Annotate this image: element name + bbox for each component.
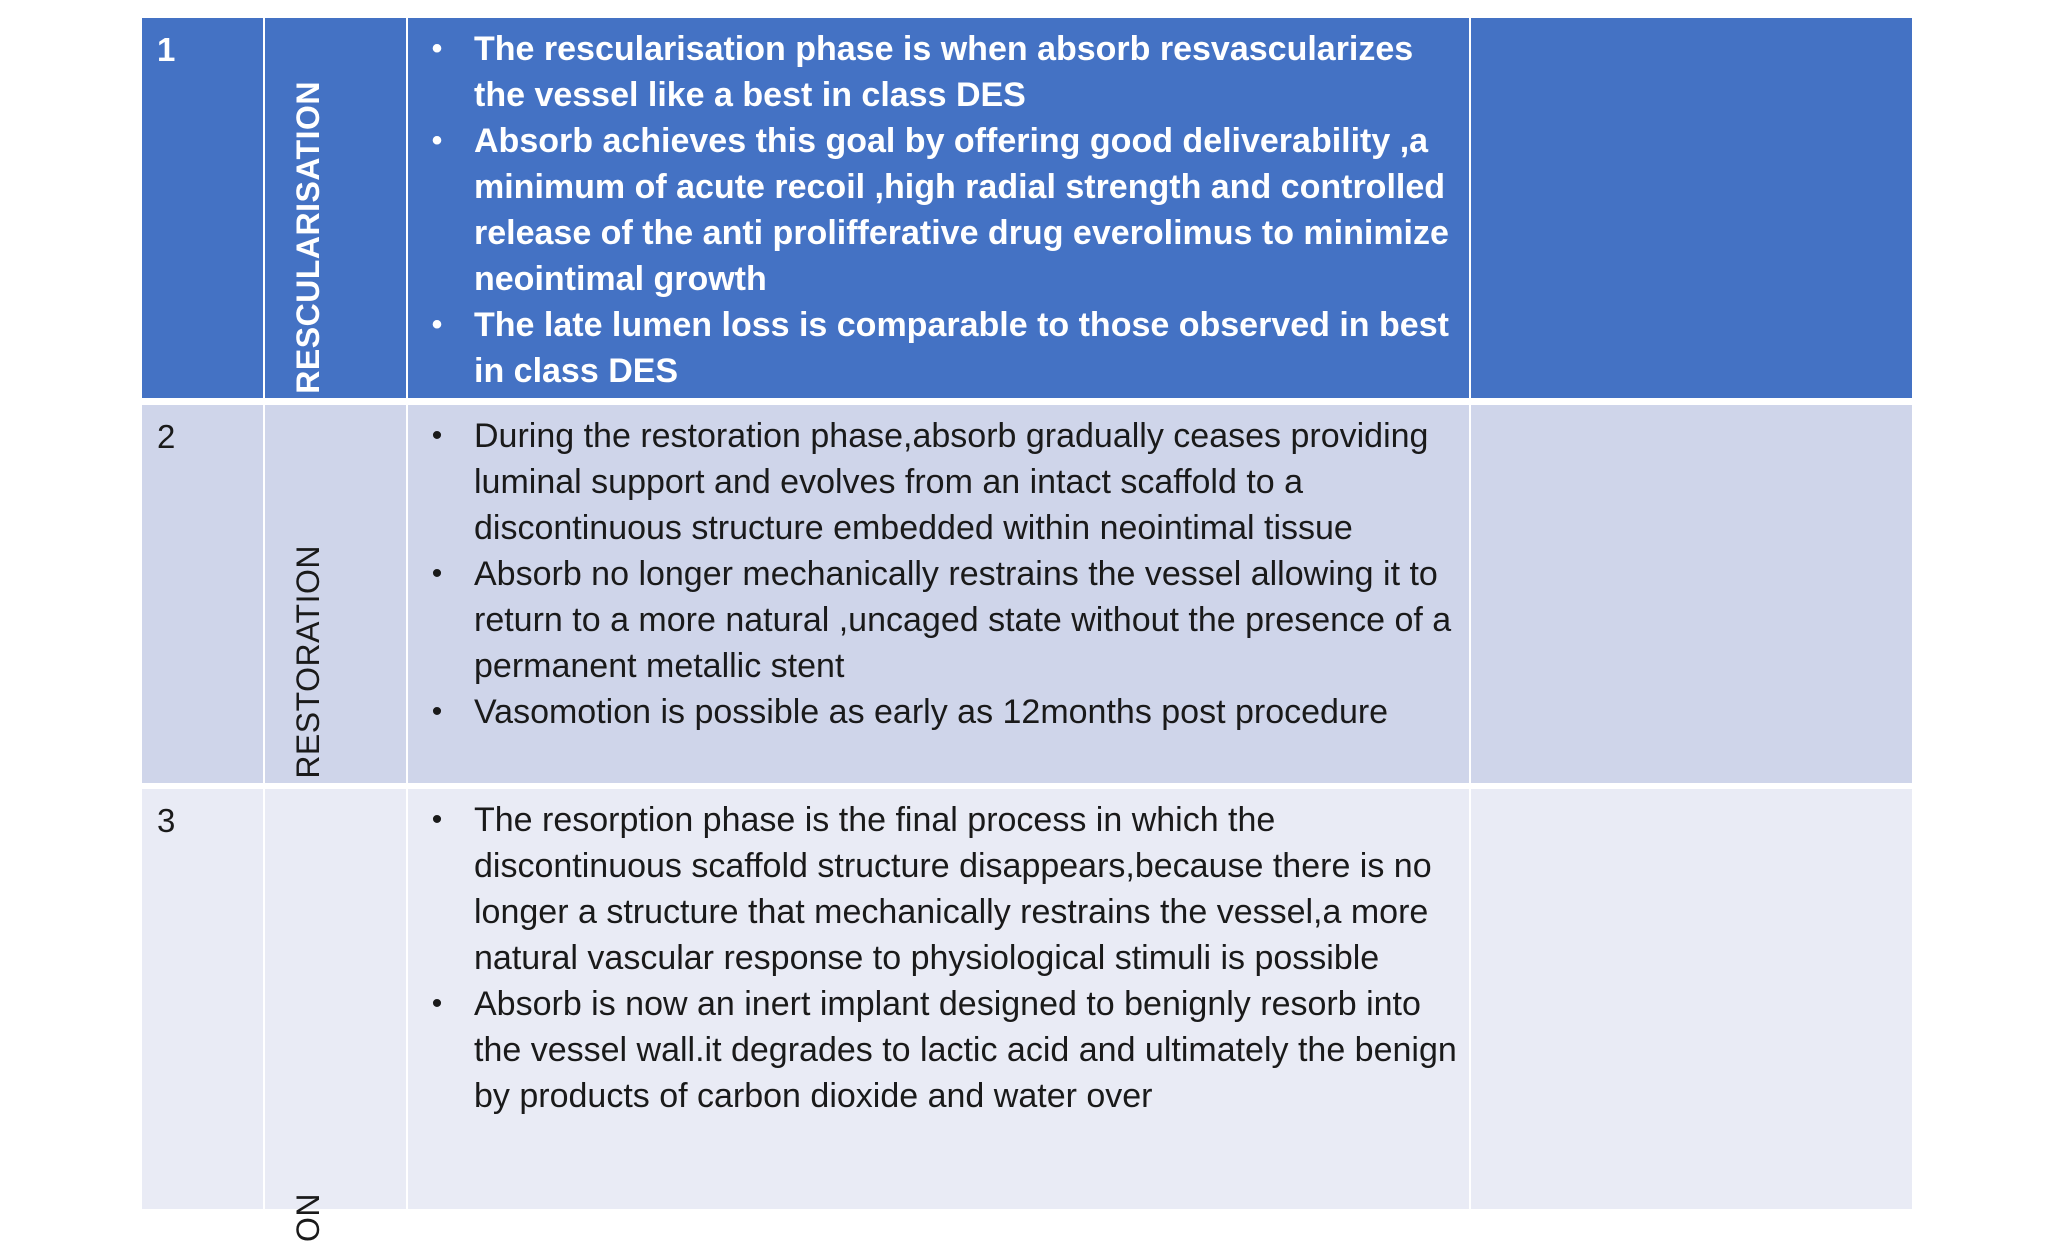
empty-cell [1473, 18, 1912, 398]
bullet-text: During the restoration phase,absorb gradually ceases providing luminal support and evolves from an intact scaffold to a discontinuous structure embedded within neointimal tissue [474, 417, 1429, 547]
bullet-icon: • [431, 124, 443, 157]
table-row [142, 18, 1912, 398]
bullet-list [410, 797, 1471, 1119]
bullet-list [410, 413, 1471, 735]
phase-cell [267, 18, 408, 398]
row-number-cell [142, 789, 265, 1209]
row-number-cell [142, 18, 265, 398]
description-cell [410, 789, 1471, 1209]
bullet-icon: • [431, 557, 443, 590]
bullet-icon: • [431, 803, 443, 836]
phase-label: RESCULARISATION [290, 81, 326, 394]
phase-label: ON [290, 1193, 326, 1242]
phase-cell [267, 789, 408, 1242]
phase-cell [267, 405, 408, 783]
row-number-cell [142, 405, 265, 783]
empty-cell [1473, 789, 1912, 1209]
row-number: 3 [157, 802, 176, 839]
description-cell [410, 405, 1471, 783]
bullet-icon: • [431, 419, 443, 452]
phase-label: RESTORATION [290, 545, 326, 779]
bullet-icon: • [431, 308, 443, 341]
list-item [410, 302, 1471, 394]
list-item [410, 26, 1471, 118]
bullet-text: The rescularisation phase is when absorb resvascularizes the vessel like a best in class DES [474, 30, 1414, 114]
list-item [410, 413, 1471, 551]
table-row [142, 789, 1912, 1242]
bullet-list [410, 26, 1471, 394]
bullet-text: Absorb is now an inert implant designed to benignly resorb into the vessel wall.it degrades to lactic acid and ultimately the benign by products of carbon dioxide and water over [474, 985, 1457, 1115]
table-row [142, 405, 1912, 783]
bullet-text: Absorb no longer mechanically restrains the vessel allowing it to return to a more natural ,uncaged state without the presence of a permanent metallic stent [474, 555, 1452, 685]
list-item [410, 981, 1471, 1119]
bullet-text: Absorb achieves this goal by offering good deliverability ,a minimum of acute recoil ,high radial strength and controlled release of the anti prolifferative drug everolimus to minimize neointimal growth [474, 122, 1449, 298]
bullet-icon: • [431, 32, 443, 65]
row-number: 2 [157, 418, 176, 455]
list-item [410, 797, 1471, 981]
bullet-text: The late lumen loss is comparable to those observed in best in class DES [474, 306, 1449, 390]
description-cell [410, 18, 1471, 398]
list-item [410, 551, 1471, 689]
list-item [410, 689, 1471, 735]
row-number: 1 [157, 31, 176, 68]
bullet-icon: • [431, 987, 443, 1020]
bullet-text: Vasomotion is possible as early as 12months post procedure [474, 693, 1389, 731]
bullet-icon: • [431, 695, 443, 728]
list-item [410, 118, 1471, 302]
bullet-text: The resorption phase is the final process in which the discontinuous scaffold structure disappears,because there is no longer a structure that mechanically restrains the vessel,a more natural vascular response to physiological stimuli is possible [474, 801, 1432, 977]
empty-cell [1473, 405, 1912, 783]
